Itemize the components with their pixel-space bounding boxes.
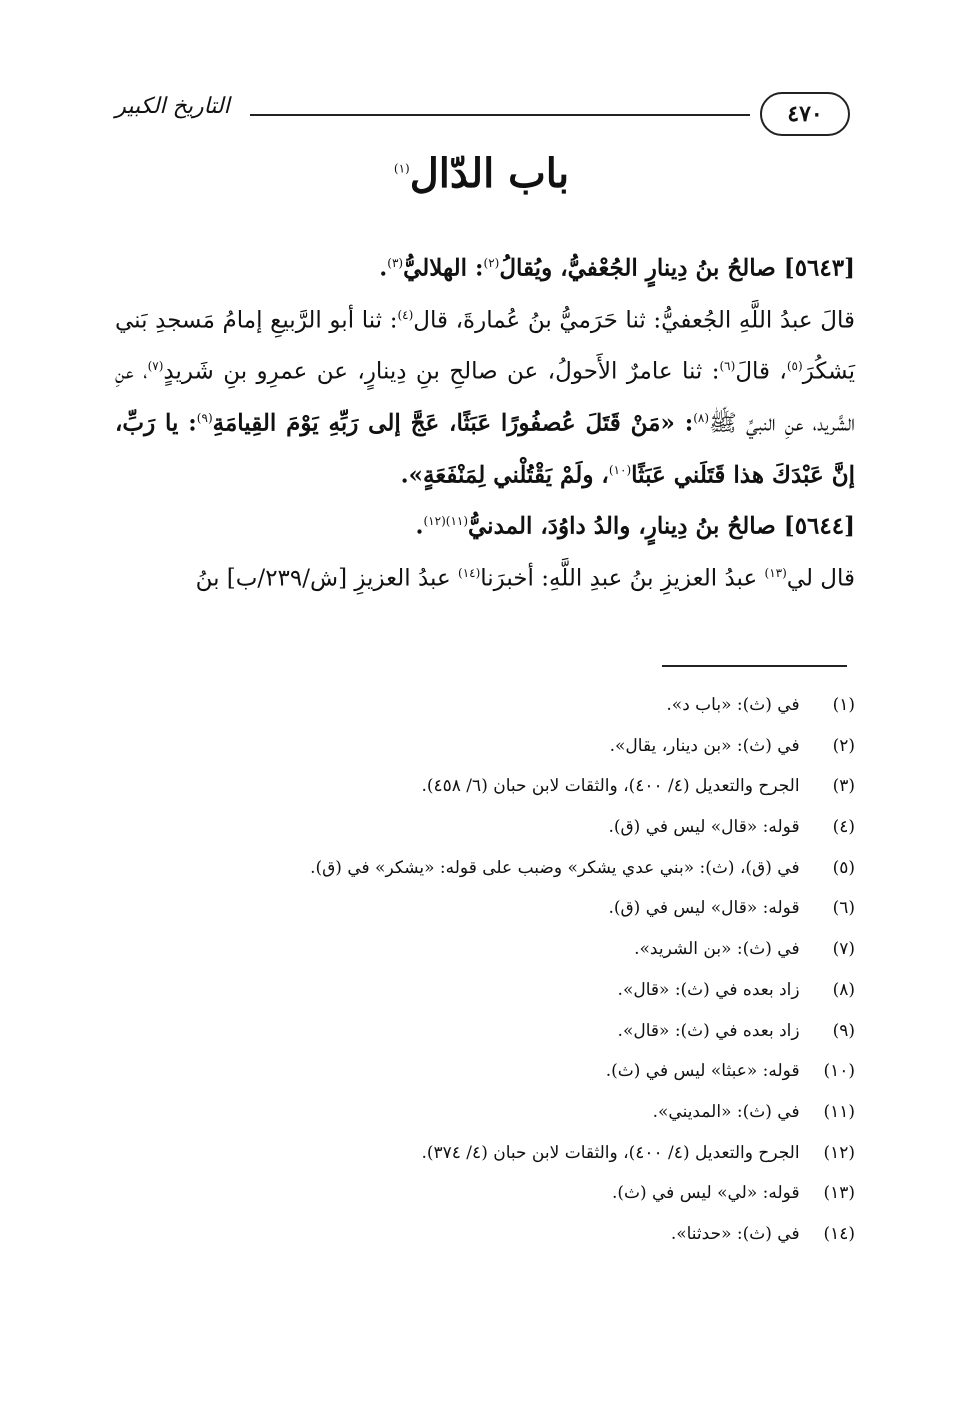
page-number-badge: ٤٧٠ bbox=[760, 92, 850, 136]
hadith-text: ، ولَمْ يَقْتُلْني لِمَنْفَعَةٍ». bbox=[400, 461, 609, 489]
chapter-title bbox=[0, 150, 963, 197]
entry-heading-text: : الهلاليُّ bbox=[403, 254, 484, 282]
footnote-number: (١) bbox=[832, 695, 855, 715]
footnote-item bbox=[115, 727, 855, 768]
footnote-number: (١٢) bbox=[823, 1142, 855, 1163]
footnote-ref: (١٠) bbox=[608, 462, 632, 477]
chapter-title-text: باب الدّال bbox=[409, 150, 570, 197]
footnote-ref: (١) bbox=[393, 161, 410, 176]
footnote-item bbox=[115, 686, 855, 727]
footnote-number: (٣) bbox=[832, 776, 855, 797]
paragraph-text: : ثنا أبو الرَّبيعِ إمامُ مَسجدِ بَني يَشكُرَ bbox=[115, 307, 855, 385]
footnote-text: قوله: «لي» ليس في (ث). bbox=[611, 1183, 800, 1204]
footnote-number: (٥) bbox=[832, 857, 855, 878]
footnote-number: (٨) bbox=[832, 979, 855, 1000]
footnote-text: في (ث): «بن دينار، يقال». bbox=[609, 735, 800, 756]
running-book-title: التاريخ الكبير bbox=[115, 94, 230, 119]
entry-heading-text: . bbox=[379, 254, 388, 282]
main-text bbox=[115, 240, 855, 602]
paragraph-text: عبدُ العزيزِ [ش/٢٣٩/ب] بنُ bbox=[195, 565, 458, 592]
entry-heading-text: . bbox=[415, 512, 424, 540]
footnote-text: قوله: «عبثا» ليس في (ث). bbox=[605, 1061, 800, 1082]
footnote-text: زاد بعده في (ث): «قال». bbox=[617, 1020, 800, 1041]
footnote-number: (١٣) bbox=[823, 1183, 855, 1204]
footnote-number: (٤) bbox=[832, 817, 855, 838]
paragraph-text: قالَ عبدُ اللَّهِ الجُعفيُّ: ثنا حَرَميُّ بنُ عُمارةَ، قال bbox=[413, 307, 855, 334]
footnote-ref: (١٣) bbox=[764, 565, 787, 580]
footnote-ref: (٢) bbox=[483, 256, 500, 270]
footnote-ref: (٤) bbox=[397, 307, 414, 322]
footnote-ref: (٥) bbox=[786, 359, 803, 374]
footnote-item bbox=[115, 1215, 855, 1256]
footnote-item bbox=[115, 1134, 855, 1175]
footnote-text: قوله: «قال» ليس في (ق). bbox=[608, 817, 800, 838]
footnote-text: الجرح والتعديل (٤/ ٤٠٠)، والثقات لابن حبان (٦/ ٤٥٨). bbox=[421, 776, 800, 797]
footnote-separator bbox=[662, 665, 847, 667]
page-header bbox=[105, 92, 850, 142]
paragraph-text: قال لي bbox=[786, 565, 855, 592]
footnote-text: الجرح والتعديل (٤/ ٤٠٠)، والثقات لابن حبان (٤/ ٣٧٤). bbox=[421, 1142, 800, 1163]
entry-paragraph bbox=[115, 292, 855, 499]
footnote-ref: (٩) bbox=[196, 410, 213, 425]
footnote-ref: (٣) bbox=[387, 256, 404, 270]
footnotes-list bbox=[115, 686, 855, 1256]
footnote-number: (١٠) bbox=[823, 1061, 855, 1082]
entry-heading-text: [٥٦٤٤] صالحُ بنُ دِينارٍ، والدُ داوُدَ، المدنيُّ bbox=[468, 512, 855, 540]
footnote-ref: (٧) bbox=[147, 359, 164, 374]
footnote-item bbox=[115, 1174, 855, 1215]
footnote-item bbox=[115, 808, 855, 849]
footnote-text: في (ث): «باب د». bbox=[666, 695, 800, 715]
footnote-ref: (١٤) bbox=[458, 565, 481, 580]
hadith-text: : يا رَبِّ، إنَّ عَبْدَكَ هذا قَتَلَني عَبَثًا bbox=[115, 409, 855, 489]
footnote-item bbox=[115, 889, 855, 930]
footnote-item bbox=[115, 971, 855, 1012]
footnote-text: زاد بعده في (ث): «قال». bbox=[617, 979, 800, 1000]
footnote-text: قوله: «قال» ليس في (ق). bbox=[608, 898, 800, 919]
hadith-text: : «مَنْ قَتَلَ عُصفُورًا عَبَثًا، عَجَّ إلى رَبِّهِ يَوْمَ القِيامَةِ bbox=[212, 409, 694, 437]
footnote-item bbox=[115, 849, 855, 890]
footnote-text: في (ث): «المديني». bbox=[652, 1101, 800, 1122]
footnote-number: (١٤) bbox=[823, 1223, 855, 1244]
footnote-number: (١١) bbox=[823, 1101, 855, 1122]
paragraph-text: ، عنِ الشَّريد، عنِ النبيِّ ﷺ bbox=[115, 358, 856, 437]
footnote-text: في (ث): «بن الشريد». bbox=[634, 939, 800, 960]
entry-paragraph bbox=[115, 550, 855, 602]
entry-heading bbox=[115, 240, 855, 292]
footnote-item bbox=[115, 1052, 855, 1093]
entry-heading-text: [٥٦٤٣] صالحُ بنُ دِينارٍ الجُعْفيُّ، ويُقالُ bbox=[499, 254, 855, 282]
footnote-item bbox=[115, 1093, 855, 1134]
paragraph-text: عبدُ العزيزِ بنُ عبدِ اللَّهِ: أخبرَنا bbox=[480, 565, 765, 592]
entry-heading bbox=[115, 498, 855, 550]
header-rule bbox=[250, 114, 750, 116]
footnote-text: في (ث): «حدثنا». bbox=[670, 1223, 800, 1244]
footnote-ref: (٨) bbox=[693, 410, 710, 425]
paragraph-text: : ثنا عامرٌ الأَحولُ، عن صالحِ بنِ دِينارٍ، عن عمرِو بنِ شَريدٍ bbox=[163, 358, 720, 385]
footnote-ref: (١١)(١٢) bbox=[423, 514, 469, 529]
footnote-item bbox=[115, 930, 855, 971]
paragraph-text: ، قالَ bbox=[735, 358, 787, 385]
footnote-number: (٦) bbox=[832, 898, 855, 919]
footnote-number: (٢) bbox=[832, 735, 855, 756]
footnote-item bbox=[115, 1012, 855, 1053]
footnote-ref: (٦) bbox=[719, 359, 736, 374]
footnote-item bbox=[115, 767, 855, 808]
footnote-text: في (ق)، (ث): «بني عدي يشكر» وضبب على قوله: «يشكر» في (ق). bbox=[310, 857, 800, 878]
footnote-number: (٩) bbox=[832, 1020, 855, 1041]
footnote-number: (٧) bbox=[832, 939, 855, 960]
